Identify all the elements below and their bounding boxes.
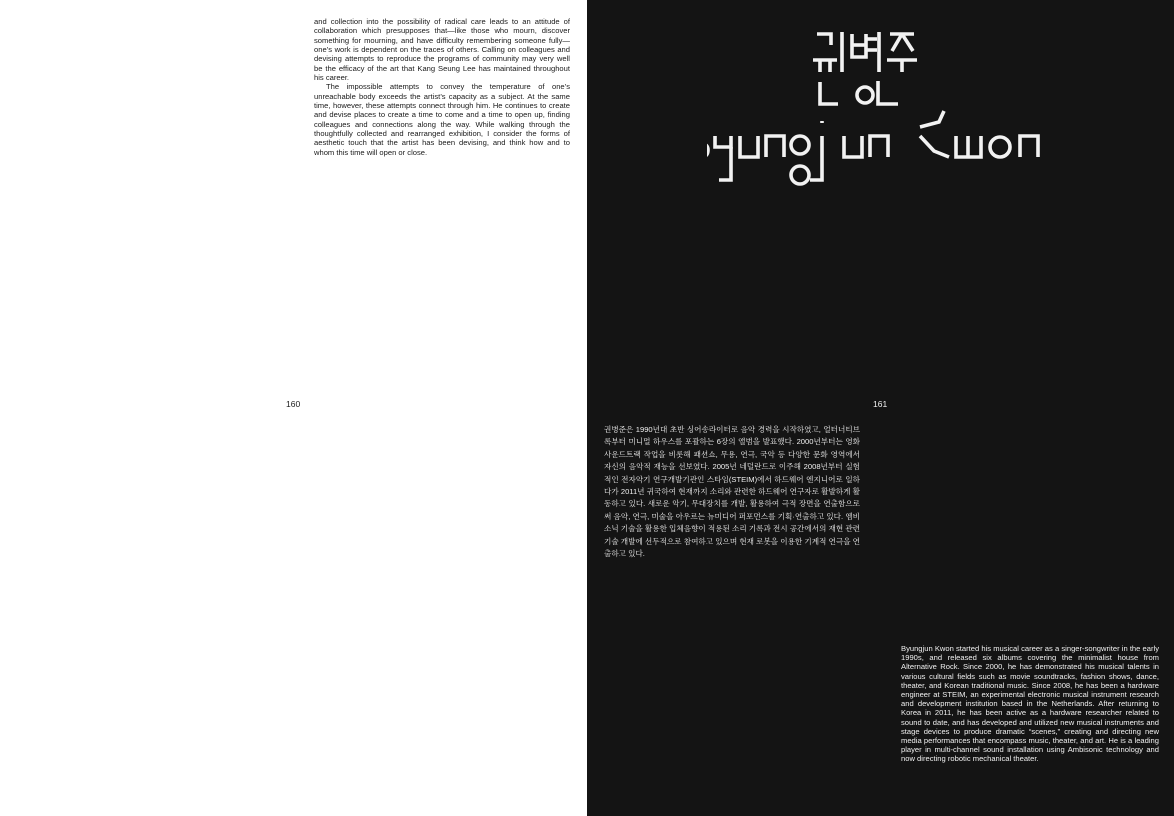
page-number-right: 161	[873, 399, 888, 409]
title-korean-syllable-3	[887, 34, 917, 72]
title-korean-syllable-2	[852, 32, 879, 103]
title-english-letters	[707, 111, 1038, 184]
artist-name-title-graphic	[707, 27, 1057, 192]
essay-paragraph-1: and collection into the possibility of radical care leads to an attitude of collaboration which presupposes that—like those who mourn, discover something for mourning, and have difficulty remembering someone fully—one’s work is dependent on the traces of others. Calling on colleagues and devising attempts to reproduce the programs of community may very well be the efficacy of the art that Kang Seung Lee has maintained throughout his career.	[314, 17, 570, 83]
right-page	[587, 0, 1174, 816]
essay-paragraph-2: The impossible attempts to convey the temperature of one’s unreachable body exceeds the artist’s capacity as a subject. At the same time, however, these attempts connect through him. He continues to create and devise places to create a time to come and a time to open up, finding colleagues and connections along the way. While walking through the thoughtfully collected and rearranged exhibition, I consider the forms of aesthetic touch that the artist has been devising, and think how and to whom this time will open or close.	[314, 82, 570, 157]
english-biography: Byungjun Kwon started his musical career as a singer-songwriter in the early 1990s, and released six albums covering the minimalist house from Alternative Rock. Since 2000, he has demonstrated his musical talents in various cultural fields such as movie soundtracks, fashion shows, dance, theater, and Korean traditional music. Since 2008, he has been a hardware engineer at STEIM, an experimental electronic musical instrument research and development institution based in the Netherlands. After returning to Korea in 2011, he has been active as a hardware researcher related to sound to date, and has developed and utilized new musical instruments and stage devices to produce dramatic “scenes,” creating and directing new media performances that encompass music, theater, and art. He is a leading player in multi-channel sound installation using Ambisonic technology and now directing robotic mechanical theater.	[901, 644, 1159, 764]
essay-text	[314, 17, 570, 157]
page-number-left: 160	[286, 399, 301, 409]
title-korean-syllable-1	[813, 32, 842, 72]
korean-biography: 권병준은 1990년대 초반 싱어송라이터로 음악 경력을 시작하였고, 얼터너티브 록부터 미니멀 하우스를 포괄하는 6장의 앨범을 발표했다. 2000년부터는 영화 사운드트랙 작업을 비롯해 패션쇼, 무용, 연극, 국악 등 다양한 문화 영역에서 자신의 음악적 재능을 선보였다. 2005년 네덜란드로 이주해 2008년부터 실험적인 전자악기 연구개발기관인 스타임(STEIM)에서 하드웨어 엔지니어로 일하다가 2011년 귀국하여 현재까지 소리와 관련한 하드웨어 연구자로 활발하게 활동하고 있다. 새로운 악기, 무대장치를 개발, 활용하여 극적 장면을 연출함으로써 음악, 연극, 미술을 아우르는 뉴미디어 퍼포먼스를 기획·연출하고 있다. 엠비소닉 기술을 활용한 입체음향이 적용된 소리 기록과 전시 공간에서의 재현 관련 기술 개발에 선두적으로 참여하고 있으며 현재 로봇을 이용한 기계적 연극을 연출하고 있다.	[604, 425, 860, 559]
